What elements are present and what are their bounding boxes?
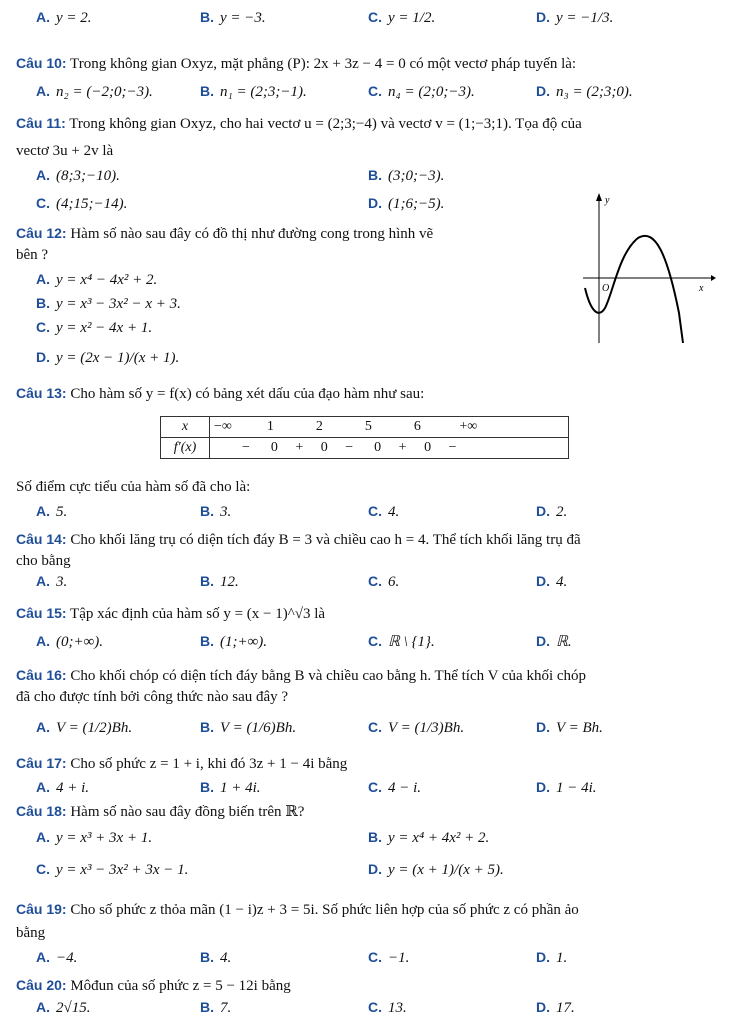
option-letter: A. (36, 83, 50, 99)
option-text: y = −3. (220, 10, 266, 26)
option-letter: C. (368, 9, 382, 25)
answer-option (536, 500, 567, 523)
line-5 (0, 164, 750, 188)
option-letter: D. (368, 861, 382, 877)
answer-option (36, 630, 103, 653)
answer-option (368, 192, 444, 215)
line-20 (0, 630, 750, 654)
option-text: y = x³ + 3x + 1. (56, 830, 153, 846)
line-26 (0, 800, 750, 824)
question-stem (16, 800, 738, 823)
answer-option (36, 500, 67, 523)
option-text: ℝ \ {1}. (388, 634, 435, 650)
option-letter: C. (368, 83, 382, 99)
answer-option (536, 946, 567, 969)
line-30 (0, 922, 750, 946)
option-letter: A. (36, 949, 50, 965)
line-23 (0, 716, 750, 740)
sign-table-x-header: x (161, 417, 210, 438)
option-letter: A. (36, 271, 50, 287)
option-letter: A. (36, 633, 50, 649)
option-letter: D. (536, 503, 550, 519)
option-letter: D. (536, 949, 550, 965)
question-number: Câu 12: (16, 225, 67, 241)
sign-table-x-values: −∞ 1 2 5 6 +∞ (210, 417, 569, 438)
question-number: Câu 19: (16, 901, 67, 917)
option-letter: C. (368, 999, 382, 1015)
question-text: Cho số phức z thỏa mãn (1 − i)z + 3 = 5i. Số phức liên hợp của số phức z có phần ảo (66, 902, 579, 918)
option-text: 17. (556, 1000, 575, 1016)
question-stem (16, 52, 738, 75)
answer-option (536, 80, 633, 103)
answer-option (536, 996, 575, 1019)
answer-option (200, 570, 239, 593)
option-letter: D. (368, 195, 382, 211)
option-text: 3. (220, 504, 232, 520)
option-text: n₄ = (2;0;−3). (388, 84, 475, 100)
line-14 (0, 476, 750, 500)
answer-option (200, 630, 267, 653)
answer-option (368, 716, 464, 739)
option-text: V = (1/6)Bh. (220, 720, 297, 736)
option-letter: D. (536, 633, 550, 649)
question-text: Cho số phức z = 1 + i, khi đó 3z + 1 − 4i bằng (66, 756, 348, 772)
question-text-continued: đã cho được tính bởi công thức nào sau đây ? (16, 689, 289, 705)
answer-option (536, 570, 567, 593)
answer-option (36, 946, 77, 969)
option-text: y = x³ − 3x² + 3x − 1. (56, 862, 189, 878)
answer-option (368, 826, 489, 849)
option-text: (4;15;−14). (56, 196, 128, 212)
line-25 (0, 776, 750, 800)
line-18 (0, 570, 750, 594)
option-text: y = (x + 1)/(x + 5). (388, 862, 504, 878)
line-27 (0, 826, 750, 850)
option-text: V = (1/2)Bh. (56, 720, 133, 736)
option-text: (0;+∞). (56, 634, 104, 650)
option-text: n₁ = (2;3;−1). (220, 84, 307, 100)
option-letter: B. (200, 779, 214, 795)
question-stem (16, 382, 738, 405)
option-letter: C. (368, 719, 382, 735)
answer-option (36, 316, 152, 339)
origin-label: O (602, 283, 610, 294)
answer-option (200, 996, 231, 1019)
option-letter: D. (536, 779, 550, 795)
option-letter: C. (36, 861, 50, 877)
line-22 (0, 686, 750, 710)
question-text: Cho khối lăng trụ có diện tích đáy B = 3 và chiều cao h = 4. Thể tích khối lăng trụ đã (66, 532, 581, 548)
answer-option (36, 346, 179, 369)
option-text: −4. (56, 950, 78, 966)
option-letter: A. (36, 999, 50, 1015)
answer-option (200, 946, 231, 969)
answer-option (36, 6, 92, 29)
x-axis-label: x (699, 283, 704, 294)
line-3 (0, 112, 750, 136)
option-letter: D. (536, 9, 550, 25)
option-text: 4 + i. (56, 780, 90, 796)
answer-option (536, 6, 613, 29)
answer-option (368, 164, 444, 187)
option-letter: D. (536, 83, 550, 99)
option-letter: A. (36, 779, 50, 795)
option-text: (1;+∞). (220, 634, 268, 650)
line-29 (0, 898, 750, 922)
x-axis-arrow (711, 275, 716, 281)
answer-option (36, 80, 153, 103)
option-letter: D. (36, 349, 50, 365)
option-text: y = x⁴ + 4x² + 2. (388, 830, 490, 846)
option-text: 1 − 4i. (556, 780, 597, 796)
line-32 (0, 974, 750, 998)
option-letter: B. (200, 949, 214, 965)
option-text: 6. (388, 574, 400, 590)
question-text: Hàm số nào sau đây đồng biến trên ℝ? (66, 804, 305, 820)
question-text-continued: bên ? (16, 247, 49, 263)
answer-option (200, 500, 231, 523)
option-letter: C. (368, 779, 382, 795)
option-text: y = x³ − 3x² − x + 3. (56, 296, 181, 312)
line-24 (0, 752, 750, 776)
option-letter: A. (36, 719, 50, 735)
question-number: Câu 16: (16, 667, 67, 683)
answer-option (368, 776, 421, 799)
line-0 (0, 6, 750, 30)
line-15 (0, 500, 750, 524)
option-text: 12. (220, 574, 239, 590)
option-text: y = x² − 4x + 1. (56, 320, 153, 336)
option-letter: A. (36, 573, 50, 589)
option-text: (8;3;−10). (56, 168, 120, 184)
option-text: 7. (220, 1000, 232, 1016)
line-19 (0, 602, 750, 626)
question-text: Trong không gian Oxyz, mặt phẳng (P): 2x + 3z − 4 = 0 có một vectơ pháp tuyến là: (66, 56, 577, 72)
question-text: Cho hàm số y = f(x) có bảng xét dấu của đạo hàm như sau: (66, 386, 425, 402)
option-text: 3. (56, 574, 68, 590)
question-number: Câu 11: (16, 115, 66, 131)
question-number: Câu 15: (16, 605, 67, 621)
option-text: V = Bh. (556, 720, 603, 736)
question-number: Câu 18: (16, 803, 67, 819)
option-text: 2. (556, 504, 568, 520)
sign-table-derivative-header: f′(x) (161, 438, 210, 459)
curve (585, 236, 683, 343)
option-letter: A. (36, 9, 50, 25)
line-21 (0, 664, 750, 688)
answer-option (36, 192, 127, 215)
answer-option (368, 6, 435, 29)
option-text: V = (1/3)Bh. (388, 720, 465, 736)
option-letter: B. (368, 167, 382, 183)
question-text: Cho khối chóp có diện tích đáy bằng B và chiều cao bằng h. Thể tích V của khối chóp (66, 668, 587, 684)
option-text: y = x⁴ − 4x² + 2. (56, 272, 158, 288)
question-stem (16, 664, 738, 687)
line-16 (0, 528, 750, 552)
question-text: Môđun của số phức z = 5 − 12i bằng (66, 978, 291, 994)
line-31 (0, 946, 750, 970)
option-text: y = (2x − 1)/(x + 1). (56, 350, 180, 366)
question-number: Câu 17: (16, 755, 67, 771)
option-text: 1 + 4i. (220, 780, 261, 796)
answer-option (36, 826, 152, 849)
option-text: y = 2. (56, 10, 92, 26)
question-text-continued: vectơ 3u + 2v là (16, 143, 114, 159)
question-stem (16, 974, 738, 997)
question-stem (16, 112, 738, 135)
answer-option (200, 80, 307, 103)
answer-option (36, 716, 132, 739)
question-text: Trong không gian Oxyz, cho hai vectơ u = (2;3;−4) và vectơ v = (1;−3;1). Tọa độ của (65, 116, 582, 132)
answer-option (200, 776, 261, 799)
option-text: 5. (56, 504, 68, 520)
option-letter: C. (368, 949, 382, 965)
option-letter: D. (536, 573, 550, 589)
option-letter: B. (200, 999, 214, 1015)
option-letter: B. (200, 719, 214, 735)
line-2 (0, 80, 750, 104)
option-text: 13. (388, 1000, 407, 1016)
y-axis-arrow (596, 193, 602, 201)
option-text: 4. (556, 574, 568, 590)
option-text: ℝ. (556, 634, 572, 650)
option-text: 4 − i. (388, 780, 422, 796)
line-13 (0, 382, 750, 406)
option-letter: A. (36, 829, 50, 845)
line-12 (0, 346, 750, 370)
question-text: Hàm số nào sau đây có đồ thị như đường cong trong hình vẽ (66, 226, 434, 242)
question-stem (16, 752, 738, 775)
sign-table (160, 416, 569, 459)
option-letter: B. (200, 573, 214, 589)
option-text: (3;0;−3). (388, 168, 445, 184)
y-axis-label: y (605, 195, 610, 206)
question-stem (16, 898, 738, 921)
question-stem (16, 528, 738, 551)
answer-option (36, 164, 120, 187)
answer-option (36, 292, 181, 315)
option-text: (1;6;−5). (388, 196, 445, 212)
question-text-continued: cho bằng (16, 553, 71, 569)
question-stem (16, 602, 738, 625)
option-letter: A. (36, 503, 50, 519)
answer-option (368, 946, 409, 969)
answer-option (368, 80, 475, 103)
answer-option (368, 500, 399, 523)
option-text: y = −1/3. (556, 10, 614, 26)
question-number: Câu 13: (16, 385, 67, 401)
option-letter: A. (36, 167, 50, 183)
question-number: Câu 20: (16, 977, 67, 993)
option-letter: C. (368, 503, 382, 519)
option-letter: C. (36, 195, 50, 211)
option-letter: B. (200, 633, 214, 649)
question-number: Câu 10: (16, 55, 67, 71)
option-text: 2√15. (56, 1000, 91, 1016)
answer-option (536, 716, 603, 739)
function-graph (583, 193, 716, 343)
answer-option (536, 776, 597, 799)
answer-option (368, 570, 399, 593)
option-text: n₂ = (−2;0;−3). (56, 84, 153, 100)
line-33 (0, 996, 750, 1020)
option-letter: C. (36, 319, 50, 335)
answer-option (368, 858, 504, 881)
question-text-continued: bằng (16, 925, 46, 941)
answer-option (36, 858, 188, 881)
answer-option (368, 996, 407, 1019)
option-text: −1. (388, 950, 410, 966)
line-1 (0, 52, 750, 76)
answer-option (36, 268, 157, 291)
option-letter: B. (200, 9, 214, 25)
line-4 (0, 140, 750, 164)
option-letter: B. (200, 83, 214, 99)
question-text: Tập xác định của hàm số y = (x − 1)^√3 là (66, 606, 326, 622)
answer-option (36, 570, 67, 593)
answer-option (36, 776, 89, 799)
option-letter: B. (200, 503, 214, 519)
option-text: 4. (388, 504, 400, 520)
option-text: 1. (556, 950, 568, 966)
option-text: y = 1/2. (388, 10, 436, 26)
option-text: n₃ = (2;3;0). (556, 84, 633, 100)
line-28 (0, 858, 750, 882)
option-letter: D. (536, 999, 550, 1015)
option-text: 4. (220, 950, 232, 966)
option-letter: B. (36, 295, 50, 311)
question-number: Câu 14: (16, 531, 67, 547)
option-letter: B. (368, 829, 382, 845)
answer-option (200, 716, 296, 739)
sign-table-derivative-signs: − 0 + 0 − 0 + 0 − (210, 438, 569, 459)
answer-option (536, 630, 572, 653)
option-letter: C. (368, 633, 382, 649)
question-text-continued: Số điểm cực tiểu của hàm số đã cho là: (16, 479, 251, 495)
answer-option (368, 630, 435, 653)
option-letter: D. (536, 719, 550, 735)
option-letter: C. (368, 573, 382, 589)
answer-option (36, 996, 90, 1019)
answer-option (200, 6, 266, 29)
